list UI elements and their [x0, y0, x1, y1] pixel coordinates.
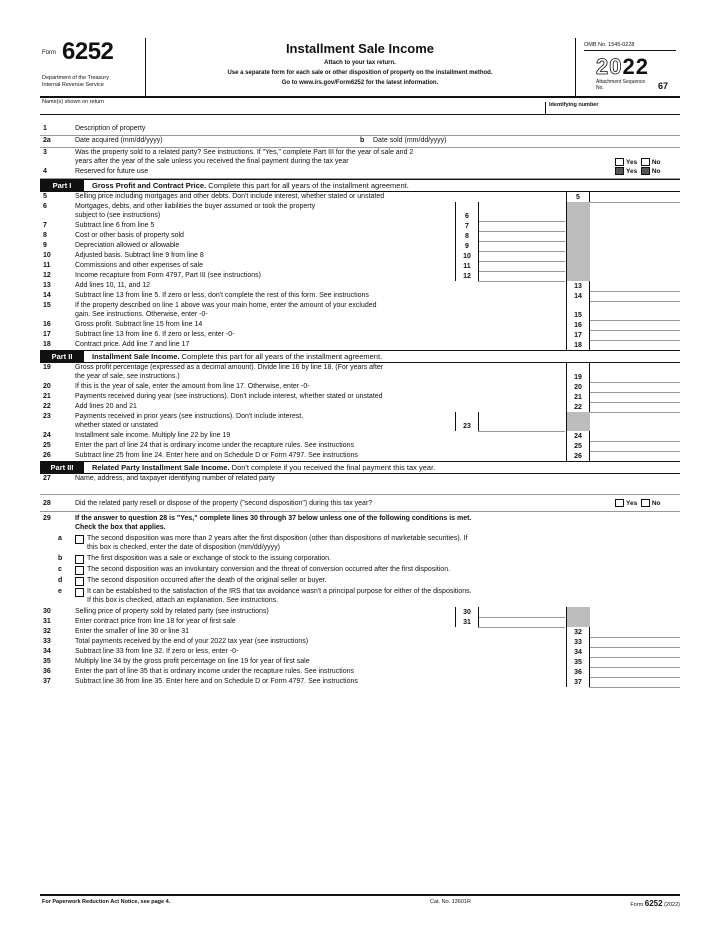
form-header: [40, 38, 680, 98]
omb-block: [575, 38, 681, 96]
line-29: [40, 512, 680, 534]
line-box-label: [455, 271, 479, 281]
line-18: [40, 340, 680, 350]
line-text-a: Subtract line 36 from line 35. Enter here and on Schedule D or Form 4797. See instructions: [75, 678, 358, 685]
line-box-number: 31: [463, 619, 471, 626]
line-text-a: Gross profit. Subtract line 15 from line 14: [75, 321, 203, 328]
line-number: 18: [43, 341, 51, 348]
line-box-label: [566, 637, 590, 647]
line-3-text-a: Was the property sold to a related party? See instructions. If "Yes," complete Part III for the year of sale and 2: [75, 149, 414, 156]
line-16: [40, 320, 680, 330]
condition-text-a: It can be established to the satisfaction of the IRS that tax avoidance wasn't a principal purpose for either of the dispositions.: [87, 588, 472, 595]
line-box-number: 24: [574, 433, 582, 440]
line-box-number: 17: [574, 332, 582, 339]
line-number: 4: [43, 168, 47, 175]
line-31: [40, 617, 680, 627]
line-text-a: Subtract line 13 from line 5. If zero or less, don't complete the rest of this form. See instructions: [75, 292, 369, 299]
line-text: [75, 148, 680, 166]
condition-checkbox[interactable]: [75, 535, 84, 544]
separate-form-note: Use a separate form for each sale or other disposition of property on the installment method.: [227, 70, 493, 76]
amount-field-disabled: [589, 271, 680, 281]
line-number: 33: [43, 638, 51, 645]
line-text-b: gain. See instructions. Otherwise, enter -0-: [75, 311, 208, 318]
line-19: [40, 363, 680, 382]
condition-text-a: The first disposition was a sale or exchange of stock to the issuing corporation.: [87, 555, 331, 562]
line-text-a: Subtract line 25 from line 24. Enter here and on Schedule D or Form 4797. See instructions: [75, 452, 358, 459]
amount-field-disabled: [589, 251, 680, 261]
line-box-label: [566, 330, 590, 340]
line-text-a: Income recapture from Form 4797, Part III (see instructions): [75, 272, 261, 279]
condition-list: [40, 534, 680, 607]
tax-year: [596, 54, 649, 80]
shaded-cell: [566, 607, 590, 617]
line-box-label: [566, 192, 590, 202]
line-number: 26: [43, 452, 51, 459]
part-3-title-bold: Related Party Installment Sale Income.: [92, 463, 230, 472]
line-37: [40, 677, 680, 687]
amount-field-disabled: [589, 617, 680, 627]
line-text: Description of property: [75, 125, 146, 132]
line-17: [40, 330, 680, 340]
footer-form-word: Form: [630, 902, 644, 908]
amount-field[interactable]: [478, 412, 565, 432]
line-34: [40, 647, 680, 657]
amount-field-disabled: [589, 221, 680, 231]
no-checkbox[interactable]: [641, 158, 650, 166]
line-box-label: [455, 607, 479, 617]
line-text-a: If this is the year of sale, enter the amount from line 17. Otherwise, enter -0-: [75, 383, 310, 390]
paperwork-notice: For Paperwork Reduction Act Notice, see page 4.: [42, 899, 171, 905]
identifying-number-label: Identifying number: [545, 102, 599, 114]
condition-d: [40, 576, 680, 587]
line-number: 31: [43, 618, 51, 625]
year-prefix: 20: [596, 54, 623, 79]
line-text: Name, address, and taxpayer identifying number of related party: [75, 475, 275, 482]
line-box-label: [566, 382, 590, 392]
line-box-number: 36: [574, 669, 582, 676]
sequence-number: 67: [658, 81, 669, 91]
line-text-a: Depreciation allowed or allowable: [75, 242, 180, 249]
part-2-lines: [40, 363, 680, 461]
form-number: 6252: [62, 38, 114, 65]
line-box-label: [455, 202, 479, 221]
condition-text-a: The second disposition was an involuntary conversion and the threat of conversion occurred after the first disposition.: [87, 566, 451, 573]
line-box-number: 16: [574, 322, 582, 329]
part-2-title-rest: Complete this part for all years of the installment agreement.: [179, 352, 383, 361]
line-box-label: [566, 627, 590, 637]
form-id-block: [40, 38, 146, 96]
line-text-a: Add lines 10, 11, and 12: [75, 282, 150, 289]
no-checkbox[interactable]: [641, 499, 650, 507]
condition-text: [87, 587, 680, 605]
line-28-yes-no[interactable]: [615, 499, 661, 508]
line-box-label: [455, 221, 479, 231]
no-checkbox: [641, 167, 650, 175]
line-box-number: 5: [576, 194, 580, 201]
part-1-tag: Part I: [40, 180, 84, 191]
line-23: [40, 412, 680, 431]
line-3-text-b: years after the year of the sale unless you received the final payment during the tax year: [75, 158, 349, 165]
line-number: 13: [43, 282, 51, 289]
condition-text: [87, 534, 680, 552]
line-number: 11: [43, 262, 51, 269]
yes-checkbox[interactable]: [615, 499, 624, 507]
line-1[interactable]: [40, 124, 680, 136]
part-3-title: [92, 462, 435, 473]
line-text-a: Enter the part of line 35 that is ordinary income under the recapture rules. See instructions: [75, 668, 354, 675]
line-box-number: 18: [574, 342, 582, 349]
line-number: 6: [43, 203, 47, 210]
line-box-label: [566, 392, 590, 402]
part-3-lines: [40, 607, 680, 687]
condition-letter: d: [58, 577, 63, 584]
line-box-label: [455, 261, 479, 271]
line-number: 34: [43, 648, 51, 655]
line-number: 27: [43, 475, 51, 482]
line-26: [40, 451, 680, 461]
line-box-label: [566, 402, 590, 412]
line-text: [75, 514, 680, 532]
line-text-a: Installment sale income. Multiply line 22 by line 19: [75, 432, 231, 439]
line-9: [40, 241, 680, 251]
line-text-a: Subtract line 33 from line 32. If zero or less, enter -0-: [75, 648, 239, 655]
line-3: [40, 148, 680, 167]
line-text-a: Enter the smaller of line 30 or line 31: [75, 628, 190, 635]
line-text-a: Payments received during year (see instructions). Don't include interest, whether stated or unstated: [75, 393, 383, 400]
line-text-a: Commissions and other expenses of sale: [75, 262, 204, 269]
line-box-number: 23: [463, 423, 471, 430]
line-4-yes-no: [615, 167, 661, 176]
line-box-label: [566, 291, 590, 301]
line-number: 12: [43, 272, 51, 279]
line-30: [40, 607, 680, 617]
line-box-label: [566, 667, 590, 677]
shaded-cell: [566, 412, 590, 431]
line-8: [40, 231, 680, 241]
line-13: [40, 281, 680, 291]
line-text-a: Gross profit percentage (expressed as a decimal amount). Divide line 16 by line 18. (For years after: [75, 364, 384, 371]
line-4: [40, 167, 680, 179]
line-number: 15: [43, 302, 51, 309]
line-box-number: 22: [574, 404, 582, 411]
line-2[interactable]: [40, 136, 680, 148]
condition-checkbox[interactable]: [75, 588, 84, 597]
line-text-a: Selling price of property sold by related party (see instructions): [75, 608, 269, 615]
line-box-label: [566, 441, 590, 451]
line-text-a: Subtract line 13 from line 6. If zero or less, enter -0-: [75, 331, 235, 338]
line-text: Date acquired (mm/dd/yyyy): [75, 137, 163, 144]
part-1-header: [40, 179, 680, 192]
line-14: [40, 291, 680, 301]
amount-field-disabled: [589, 202, 680, 221]
line-text-a: Multiply line 34 by the gross profit percentage on line 19 for year of first sale: [75, 658, 310, 665]
part-2-header: [40, 350, 680, 363]
line-number: 1: [43, 125, 47, 132]
form-page: [40, 38, 680, 687]
line-number: 3: [43, 149, 47, 156]
line-29-text-a: If the answer to question 28 is "Yes," complete lines 30 through 37 below unless one of the following conditions is met.: [75, 515, 472, 522]
condition-letter: c: [58, 566, 62, 573]
footer-form-number: 6252: [644, 899, 663, 908]
line-number: 5: [43, 193, 47, 200]
shaded-cell: [566, 202, 590, 221]
condition-checkbox[interactable]: [75, 577, 84, 586]
line-number: 16: [43, 321, 51, 328]
line-box-number: 13: [574, 283, 582, 290]
catalog-number: Cat. No. 13601R: [430, 899, 471, 905]
line-box-label: [566, 363, 590, 382]
part-2-title: [92, 351, 382, 362]
line-number: 30: [43, 608, 51, 615]
line-box-number: 21: [574, 394, 582, 401]
line-text-a: Enter contract price from line 18 for year of first sale: [75, 618, 236, 625]
line-box-label: [566, 657, 590, 667]
condition-text-a: The second disposition was more than 2 years after the first disposition (other than dispositions of marketable securities). If: [87, 535, 468, 542]
line-box-number: 8: [465, 233, 469, 240]
no-label: No: [651, 168, 661, 175]
line-text-a: Cost or other basis of property sold: [75, 232, 184, 239]
line-2b-letter: b: [360, 137, 365, 144]
condition-checkbox[interactable]: [75, 566, 84, 575]
shaded-cell: [566, 241, 590, 251]
name-label: Name(s) shown on return: [42, 99, 105, 105]
line-number: 9: [43, 242, 47, 249]
line-box-number: 20: [574, 384, 582, 391]
form-title: Installment Sale Income: [285, 41, 435, 56]
title-block: [145, 38, 575, 96]
line-box-label: [566, 451, 590, 461]
form-footer: [40, 894, 680, 908]
line-number: 2a: [43, 137, 51, 144]
line-6: [40, 202, 680, 221]
line-box-label: [455, 231, 479, 241]
name-row[interactable]: [40, 98, 680, 115]
amount-field-disabled: [589, 241, 680, 251]
part-3-header: [40, 461, 680, 474]
line-box-number: 32: [574, 629, 582, 636]
line-32: [40, 627, 680, 637]
line-15: [40, 301, 680, 320]
amount-field[interactable]: [589, 677, 680, 688]
yes-checkbox[interactable]: [615, 158, 624, 166]
line-box-number: 6: [465, 213, 469, 220]
line-box-label: [566, 301, 590, 320]
line-box-number: 14: [574, 293, 582, 300]
website-note: Go to www.irs.gov/Form6252 for the latest information.: [281, 80, 439, 86]
line-text-b: whether stated or unstated: [75, 422, 158, 429]
line-box-number: 26: [574, 453, 582, 460]
line-28: [40, 495, 680, 512]
part-1-title-bold: Gross Profit and Contract Price.: [92, 181, 207, 190]
line-number: 20: [43, 383, 51, 390]
line-12: [40, 271, 680, 281]
line-number: 36: [43, 668, 51, 675]
line-text-a: If the property described on line 1 above was your main home, enter the amount of your excluded: [75, 302, 377, 309]
attachment-label: Attachment Sequence No.: [596, 79, 646, 91]
line-box-number: 30: [463, 609, 471, 616]
shaded-cell: [566, 261, 590, 271]
omb-number: OMB No. 1545-0228: [584, 42, 676, 51]
line-box-number: 11: [463, 263, 471, 270]
line-text-a: Adjusted basis. Subtract line 9 from line 8: [75, 252, 204, 259]
line-box-number: 37: [574, 679, 582, 686]
yes-label: Yes: [626, 168, 638, 175]
condition-text: [87, 576, 680, 585]
department: [42, 75, 142, 89]
line-text-a: Add lines 20 and 21: [75, 403, 137, 410]
amount-field[interactable]: [478, 202, 565, 222]
condition-text-b: this box is checked, enter the date of disposition (mm/dd/yyyy): [87, 544, 280, 551]
line-number: 10: [43, 252, 51, 259]
line-10: [40, 251, 680, 261]
line-number: 23: [43, 413, 51, 420]
line-box-number: 15: [574, 312, 582, 319]
line-number: 19: [43, 364, 51, 371]
line-number: 29: [43, 515, 51, 522]
no-label: No: [651, 500, 661, 507]
form-word: Form: [42, 50, 56, 56]
amount-field[interactable]: [589, 363, 680, 383]
line-box-label: [455, 251, 479, 261]
yes-label: Yes: [626, 159, 638, 166]
line-box-label: [566, 320, 590, 330]
yes-checkbox: [615, 167, 624, 175]
condition-text: [87, 554, 680, 563]
line-3-yes-no[interactable]: [615, 158, 661, 167]
line-21: [40, 392, 680, 402]
line-box-label: [455, 412, 479, 431]
line-11: [40, 261, 680, 271]
part-1-title: [92, 180, 409, 191]
line-number: 37: [43, 678, 51, 685]
line-box-number: 10: [463, 253, 471, 260]
irs-name: Internal Revenue Service: [42, 82, 104, 88]
line-text-a: Payments received in prior years (see instructions). Don't include interest,: [75, 413, 304, 420]
condition-text-a: The second disposition occurred after the death of the original seller or buyer.: [87, 577, 327, 584]
line-number: 28: [43, 500, 51, 507]
line-2b-text: Date sold (mm/dd/yyyy): [373, 137, 447, 144]
shaded-cell: [566, 231, 590, 241]
shaded-cell: [566, 617, 590, 627]
line-number: 17: [43, 331, 51, 338]
line-number: 25: [43, 442, 51, 449]
line-box-label: [455, 617, 479, 627]
line-27[interactable]: [40, 474, 680, 495]
line-box-label: [455, 241, 479, 251]
condition-c: [40, 565, 680, 576]
line-7: [40, 221, 680, 231]
line-text-a: Enter the part of line 24 that is ordinary income under the recapture rules. See instructions: [75, 442, 354, 449]
line-text-a: Subtract line 6 from line 5: [75, 222, 155, 229]
line-text-a: Contract price. Add line 7 and line 17: [75, 341, 190, 348]
line-22: [40, 402, 680, 412]
condition-checkbox[interactable]: [75, 555, 84, 564]
line-36: [40, 667, 680, 677]
part-2-title-bold: Installment Sale Income.: [92, 352, 180, 361]
part-1-title-rest: Complete this part for all years of the installment agreement.: [206, 181, 409, 190]
line-33: [40, 637, 680, 647]
form-footer-id: [630, 899, 680, 908]
line-text-a: Mortgages, debts, and other liabilities the buyer assumed or took the property: [75, 203, 316, 210]
line-number: 35: [43, 658, 51, 665]
line-box-number: 34: [574, 649, 582, 656]
line-number: 21: [43, 393, 51, 400]
part-2-tag: Part II: [40, 351, 84, 362]
condition-a: [40, 534, 680, 554]
line-box-number: 7: [465, 223, 469, 230]
line-text: Reserved for future use: [75, 168, 149, 175]
part-3-tag: Part III: [40, 462, 84, 473]
line-number: 7: [43, 222, 47, 229]
line-box-label: [566, 647, 590, 657]
footer-year: (2022): [664, 902, 680, 908]
line-box-label: [566, 431, 590, 441]
line-20: [40, 382, 680, 392]
condition-letter: a: [58, 535, 62, 542]
no-label: No: [651, 159, 661, 166]
line-29-text-b: Check the box that applies.: [75, 524, 166, 531]
attach-note: Attach to your tax return.: [324, 60, 396, 66]
shaded-cell: [566, 251, 590, 261]
line-text-b: the year of sale, see instructions.): [75, 373, 180, 380]
line-box-number: 33: [574, 639, 582, 646]
line-35: [40, 657, 680, 667]
department-name: Department of the Treasury: [42, 75, 109, 81]
shaded-cell: [566, 271, 590, 281]
line-box-number: 35: [574, 659, 582, 666]
line-box-number: 25: [574, 443, 582, 450]
line-text-a: Total payments received by the end of your 2022 tax year (see instructions): [75, 638, 309, 645]
line-number: 8: [43, 232, 47, 239]
line-24: [40, 431, 680, 441]
condition-b: [40, 554, 680, 565]
amount-field-disabled: [589, 231, 680, 241]
yes-label: Yes: [626, 500, 638, 507]
year-suffix: 22: [622, 54, 649, 79]
condition-text-b: If this box is checked, attach an explanation. See instructions.: [87, 597, 279, 604]
line-box-number: 9: [465, 243, 469, 250]
amount-field-disabled: [589, 412, 680, 431]
line-text: Did the related party resell or dispose of the property ("second disposition") during this tax year?: [75, 500, 373, 507]
line-number: 32: [43, 628, 51, 635]
part-1-lines: [40, 192, 680, 350]
amount-field-disabled: [589, 607, 680, 617]
line-box-label: [566, 281, 590, 291]
condition-letter: e: [58, 588, 62, 595]
part-3-title-rest: Don't complete if you received the final payment this tax year.: [229, 463, 436, 472]
line-5: [40, 192, 680, 202]
line-number: 24: [43, 432, 51, 439]
line-number: 14: [43, 292, 51, 299]
line-25: [40, 441, 680, 451]
amount-field-disabled: [589, 261, 680, 271]
condition-e: [40, 587, 680, 607]
line-box-number: 19: [574, 374, 582, 381]
amount-field[interactable]: [589, 301, 680, 321]
line-box-label: [566, 677, 590, 687]
line-box-number: 12: [463, 273, 471, 280]
line-text-b: subject to (see instructions): [75, 212, 161, 219]
condition-letter: b: [58, 555, 63, 562]
line-text-a: Selling price including mortgages and other debts. Don't include interest, whether stated or unstated: [75, 193, 385, 200]
line-box-label: [566, 340, 590, 350]
condition-text: [87, 565, 680, 574]
line-number: 22: [43, 403, 51, 410]
shaded-cell: [566, 221, 590, 231]
